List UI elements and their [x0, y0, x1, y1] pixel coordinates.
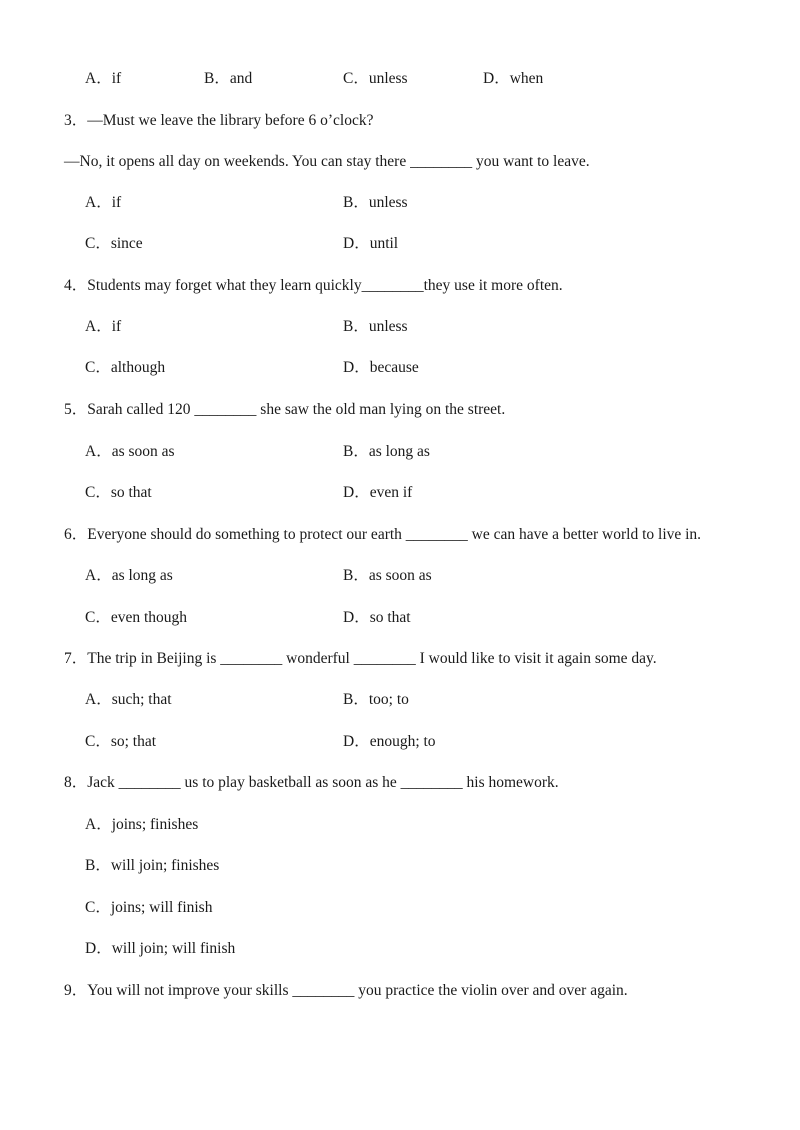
option-a: A．joins; finishes: [85, 816, 199, 833]
option-d: D．because: [343, 359, 419, 376]
option-c: C．so; that: [85, 733, 157, 750]
option-b: B．as long as: [343, 443, 430, 460]
question-stem: 9．You will not improve your skills ________ you practice the violin over and over again.: [64, 982, 628, 999]
option-b: B．too; to: [343, 691, 409, 708]
option-d: D．until: [343, 235, 399, 252]
option-c: C．since: [85, 235, 143, 252]
question-stem-continued: —No, it opens all day on weekends. You can stay there ________ you want to leave.: [64, 153, 590, 170]
option-d: D．enough; to: [343, 733, 436, 750]
option-a: A．such; that: [85, 691, 172, 708]
option-a: A．if: [85, 194, 122, 211]
option-a: A．as soon as: [85, 443, 175, 460]
option-c: C．even though: [85, 609, 188, 626]
option-b: B．unless: [343, 194, 408, 211]
option-a: A．if: [85, 318, 122, 335]
question-stem: 3．—Must we leave the library before 6 o’clock?: [64, 112, 374, 129]
question-stem: 8．Jack ________ us to play basketball as soon as he ________ his homework.: [64, 774, 559, 791]
option-d: D．will join; will finish: [85, 940, 236, 957]
question-stem: 5．Sarah called 120 ________ she saw the old man lying on the street.: [64, 401, 506, 418]
question-stem: 4．Students may forget what they learn quickly________they use it more often.: [64, 277, 563, 294]
option-d: D．when: [483, 70, 544, 87]
option-a: A．if: [85, 70, 122, 87]
option-a: A．as long as: [85, 567, 173, 584]
option-c: C．joins; will finish: [85, 899, 213, 916]
option-b: B．will join; finishes: [85, 857, 220, 874]
option-d: D．even if: [343, 484, 413, 501]
option-c: C．although: [85, 359, 166, 376]
option-c: C．so that: [85, 484, 152, 501]
option-c: C．unless: [343, 70, 408, 87]
option-d: D．so that: [343, 609, 411, 626]
question-stem: 7．The trip in Beijing is ________ wonderful ________ I would like to visit it again some day.: [64, 650, 657, 667]
question-stem: 6．Everyone should do something to protect our earth ________ we can have a better world to live in.: [64, 526, 702, 543]
option-b: B．and: [204, 70, 253, 87]
option-b: B．unless: [343, 318, 408, 335]
option-b: B．as soon as: [343, 567, 432, 584]
